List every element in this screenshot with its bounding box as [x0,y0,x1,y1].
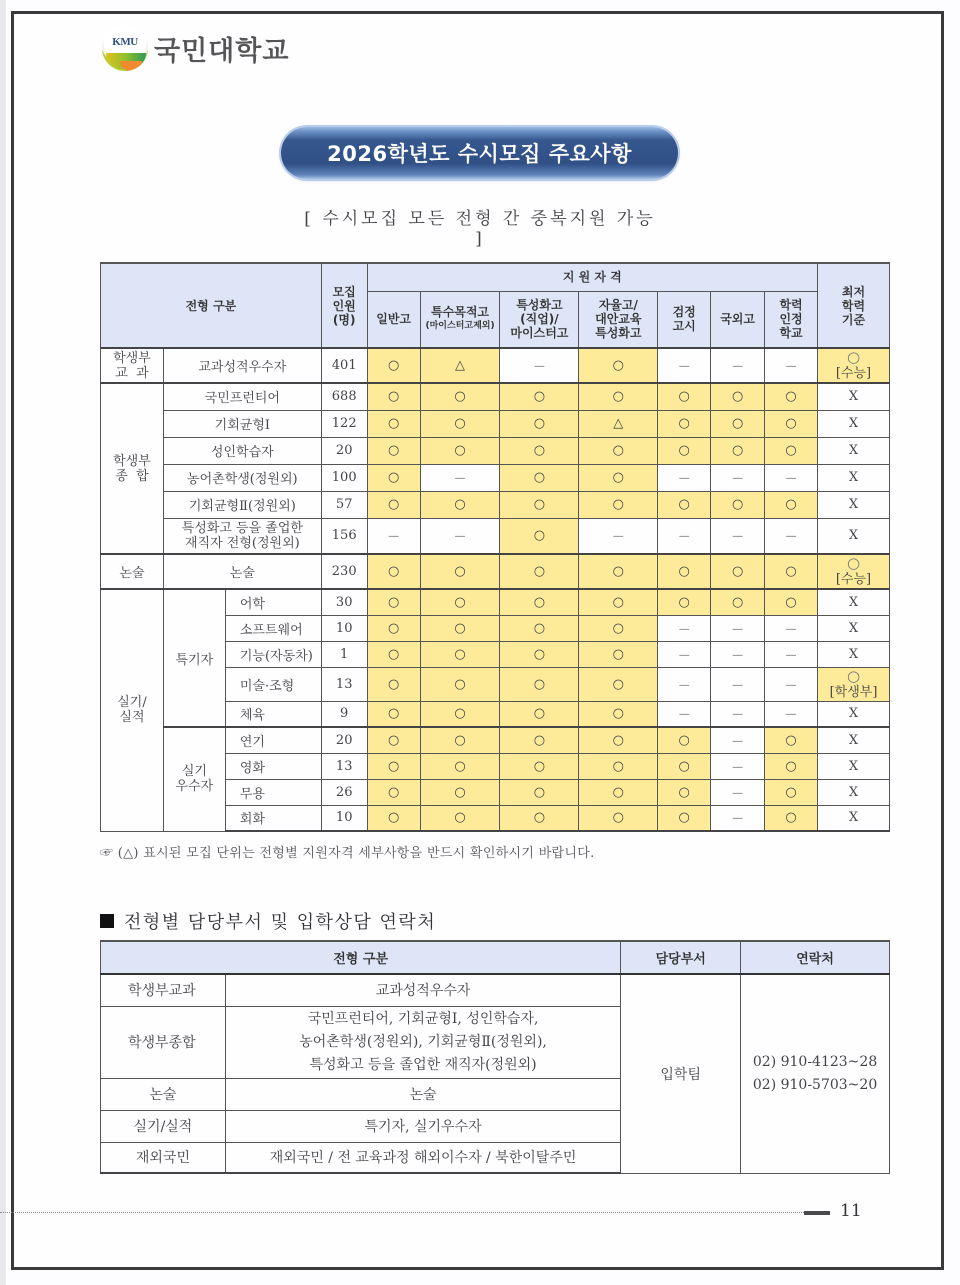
header-foreign-high: 국외고 [711,291,765,348]
cell-foreign: － [711,348,765,383]
cell-ged: ○ [658,554,711,589]
footer-dash [804,1211,830,1215]
cell-foreign: － [711,753,765,779]
footer-dotted-rule [0,1212,804,1213]
contact-category: 논술 [101,1078,226,1110]
cell-ged: ○ [658,410,711,437]
group-label: 학생부 종 합 [101,383,164,554]
phone-number[interactable]: 02) 910-5703~20 [752,1076,878,1093]
cell-accredited: － [765,348,818,383]
program-name: 농어촌학생(정원외) [163,464,321,491]
header-general-high: 일반고 [367,291,420,348]
cell-vocational: ○ [500,615,579,641]
cell-autonomous: △ [579,410,658,437]
header-contact: 연락처 [741,941,890,974]
quota-value: 13 [321,753,367,779]
group-label: 실기/ 실적 [101,589,164,831]
cell-general: ○ [367,491,420,518]
contact-programs: 국민프런티어, 기회균형Ⅰ, 성인학습자, 농어촌학생(정원외), 기회균형Ⅱ(정원외), 특성화고 등을 졸업한 재직자(정원외) [225,1006,620,1078]
header-category: 전형 구분 [101,263,322,348]
cell-min-standard: X [818,383,890,410]
cell-special: ○ [420,554,500,589]
cell-special: ○ [420,437,500,464]
cell-general: ○ [367,437,420,464]
cell-min-standard: X [818,615,890,641]
program-name: 회화 [225,805,321,831]
cell-foreign: ○ [711,383,765,410]
quota-value: 20 [321,727,367,753]
quota-value: 1 [321,641,367,667]
cell-min-standard: X [818,641,890,667]
cell-vocational: ○ [500,727,579,753]
cell-ged: － [658,348,711,383]
cell-ged: ○ [658,589,711,615]
cell-accredited: － [765,518,818,554]
cell-foreign: － [711,641,765,667]
header-autonomous-high: 자율고/ 대안교육 특성화고 [579,291,658,348]
cell-foreign: ○ [711,554,765,589]
cell-foreign: ○ [711,589,765,615]
header-category: 전형 구분 [101,941,621,974]
cell-min-standard: ○ [학생부] [818,667,890,701]
cell-special: ○ [420,805,500,831]
cell-accredited: － [765,641,818,667]
quota-value: 401 [321,348,367,383]
table-row [101,727,890,753]
cell-accredited: ○ [765,410,818,437]
cell-general: ○ [367,589,420,615]
contact-section-heading [100,908,436,934]
quota-value: 10 [321,615,367,641]
cell-vocational: ○ [500,641,579,667]
quota-value: 26 [321,779,367,805]
program-name: 기회균형Ⅱ(정원외) [163,491,321,518]
cell-foreign: ○ [711,410,765,437]
table-row [101,491,890,518]
quota-value: 30 [321,589,367,615]
contact-table [100,940,890,1174]
cell-ged: ○ [658,805,711,831]
cell-foreign: － [711,615,765,641]
group-label: 논술 [101,554,164,589]
contact-category: 학생부종합 [101,1006,226,1078]
cell-min-standard: ○ [수능] [818,348,890,383]
cell-accredited: ○ [765,383,818,410]
cell-min-standard: X [818,491,890,518]
cell-special: ○ [420,753,500,779]
cell-min-standard: X [818,805,890,831]
table-row [101,437,890,464]
cell-autonomous: ○ [579,727,658,753]
cell-autonomous: ○ [579,383,658,410]
header-vocational-high: 특성화고 (직업)/ 마이스터고 [500,291,579,348]
cell-foreign: － [711,805,765,831]
program-name: 체육 [225,701,321,727]
cell-ged: － [658,518,711,554]
cell-vocational: ○ [500,589,579,615]
quota-value: 20 [321,437,367,464]
program-name: 미술·조형 [225,667,321,701]
table-row [101,518,890,554]
cell-min-standard: ○ [수능] [818,554,890,589]
cell-special: ○ [420,641,500,667]
table-row [101,464,890,491]
cell-general: ○ [367,464,420,491]
cell-foreign: － [711,464,765,491]
program-name: 기회균형Ⅰ [163,410,321,437]
page-title: 2026학년도 수시모집 주요사항 [327,142,632,166]
page-title-banner [281,127,678,179]
cell-ged: － [658,641,711,667]
table-row [101,410,890,437]
cell-accredited: ○ [765,437,818,464]
quota-value: 13 [321,667,367,701]
program-name: 국민프런티어 [163,383,321,410]
cell-general: ○ [367,615,420,641]
cell-autonomous: ○ [579,753,658,779]
cell-foreign: － [711,701,765,727]
cell-special: ○ [420,491,500,518]
cell-autonomous: ○ [579,805,658,831]
program-name: 무용 [225,779,321,805]
header-accredited-school: 학력 인정 학교 [765,291,818,348]
quota-value: 57 [321,491,367,518]
cell-vocational: ○ [500,779,579,805]
black-square-bullet-icon [100,914,114,928]
cell-min-standard: X [818,464,890,491]
cell-vocational: － [500,348,579,383]
header-min-standard: 최저 학력 기준 [818,263,890,348]
cell-accredited: － [765,464,818,491]
cell-general: ○ [367,753,420,779]
contact-programs: 논술 [225,1078,620,1110]
cell-general: ○ [367,641,420,667]
program-name: 소프트웨어 [225,615,321,641]
contact-heading-text: 전형별 담당부서 및 입학상담 연락처 [124,912,437,933]
cell-vocational: ○ [500,554,579,589]
program-name: 영화 [225,753,321,779]
cell-special: ○ [420,615,500,641]
program-name: 어학 [225,589,321,615]
cell-min-standard: X [818,437,890,464]
cell-general: ○ [367,383,420,410]
cell-accredited: － [765,701,818,727]
program-name: 교과성적우수자 [163,348,321,383]
cell-general: ○ [367,410,420,437]
group-label: 학생부 교 과 [101,348,164,383]
cell-vocational: ○ [500,437,579,464]
quota-value: 9 [321,701,367,727]
cell-general: ○ [367,779,420,805]
cell-accredited: ○ [765,491,818,518]
header-department: 담당부서 [621,941,741,974]
cell-vocational: ○ [500,805,579,831]
cell-accredited: ○ [765,589,818,615]
header-eligibility-group: 지 원 자 격 [367,263,817,291]
cell-special: ○ [420,727,500,753]
cell-general: － [367,518,420,554]
contact-category: 학생부교과 [101,974,226,1006]
cell-vocational: ○ [500,464,579,491]
cell-ged: ○ [658,437,711,464]
quota-value: 230 [321,554,367,589]
cell-ged: ○ [658,753,711,779]
cell-ged: － [658,615,711,641]
cell-foreign: － [711,779,765,805]
cell-special: ○ [420,779,500,805]
kmu-emblem-icon [102,25,148,71]
cell-vocational: ○ [500,410,579,437]
contact-category: 실기/실적 [101,1110,226,1142]
page-number: 11 [840,1201,862,1221]
cell-accredited: ○ [765,554,818,589]
cell-accredited: ○ [765,727,818,753]
cell-ged: ○ [658,779,711,805]
cell-min-standard: X [818,589,890,615]
cell-general: ○ [367,701,420,727]
cell-autonomous: ○ [579,615,658,641]
quota-value: 688 [321,383,367,410]
cell-ged: － [658,667,711,701]
cell-accredited: － [765,667,818,701]
cell-vocational: ○ [500,491,579,518]
department-value: 입학팀 [621,974,741,1173]
subgroup-label: 실기 우수자 [163,727,225,831]
cell-vocational: ○ [500,667,579,701]
cell-accredited: ○ [765,753,818,779]
table-row [101,554,890,589]
cell-vocational: ○ [500,383,579,410]
cell-autonomous: ○ [579,779,658,805]
quota-value: 10 [321,805,367,831]
contact-programs: 특기자, 실기우수자 [225,1110,620,1142]
cell-ged: ○ [658,491,711,518]
page-subtitle: [ 수시모집 모든 전형 간 중복지원 가능 ] [304,209,656,249]
cell-autonomous: － [579,518,658,554]
program-name: 논술 [163,554,321,589]
table-row [101,589,890,615]
cell-autonomous: ○ [579,641,658,667]
cell-special: ○ [420,667,500,701]
cell-ged: ○ [658,383,711,410]
cell-autonomous: ○ [579,437,658,464]
cell-vocational: ○ [500,753,579,779]
cell-general: ○ [367,727,420,753]
cell-autonomous: ○ [579,554,658,589]
cell-min-standard: X [818,701,890,727]
cell-min-standard: X [818,727,890,753]
university-name: 국민대학교 [154,35,290,67]
cell-general: ○ [367,554,420,589]
cell-special: ○ [420,383,500,410]
cell-accredited: ○ [765,805,818,831]
header-special-purpose-high: 특수목적고 (마이스터고제외) [420,291,500,348]
triangle-footnote: ☞ (△) 표시된 모집 단위는 전형별 지원자격 세부사항을 반드시 확인하시기 바랍니다. [100,846,595,861]
contact-row [101,974,890,1006]
quota-value: 122 [321,410,367,437]
subgroup-label: 특기자 [163,589,225,727]
cell-special: ○ [420,410,500,437]
cell-vocational: ○ [500,518,579,554]
cell-foreign: － [711,667,765,701]
table-row [101,383,890,410]
cell-autonomous: ○ [579,589,658,615]
cell-general: ○ [367,805,420,831]
cell-special: － [420,518,500,554]
viewer-left-strip [0,0,6,1285]
program-name: 성인학습자 [163,437,321,464]
header-quota: 모집 인원 (명) [321,263,367,348]
phone-number[interactable]: 02) 910-4123~28 [752,1053,878,1070]
cell-autonomous: ○ [579,491,658,518]
program-name: 연기 [225,727,321,753]
cell-foreign: ○ [711,491,765,518]
contact-programs: 교과성적우수자 [225,974,620,1006]
cell-special: ○ [420,589,500,615]
cell-autonomous: ○ [579,464,658,491]
cell-min-standard: X [818,518,890,554]
cell-accredited: ○ [765,779,818,805]
university-logo [102,25,289,71]
contact-programs: 재외국민 / 전 교육과정 해외이수자 / 북한이탈주민 [225,1142,620,1173]
cell-special: － [420,464,500,491]
cell-autonomous: ○ [579,667,658,701]
cell-ged: － [658,701,711,727]
eligibility-table [100,262,890,832]
contact-phones [741,974,890,1173]
cell-special: ○ [420,701,500,727]
cell-vocational: ○ [500,701,579,727]
cell-ged: ○ [658,727,711,753]
cell-foreign: ○ [711,437,765,464]
cell-autonomous: ○ [579,348,658,383]
contact-category: 재외국민 [101,1142,226,1173]
cell-general: ○ [367,667,420,701]
cell-accredited: － [765,615,818,641]
table-row [101,348,890,383]
quota-value: 100 [321,464,367,491]
header-ged: 검정 고시 [658,291,711,348]
cell-ged: － [658,464,711,491]
cell-foreign: － [711,518,765,554]
quota-value: 156 [321,518,367,554]
cell-min-standard: X [818,753,890,779]
program-name: 특성화고 등을 졸업한 재직자 전형(정원외) [163,518,321,554]
cell-foreign: － [711,727,765,753]
cell-min-standard: X [818,779,890,805]
cell-special: △ [420,348,500,383]
cell-min-standard: X [818,410,890,437]
cell-autonomous: ○ [579,701,658,727]
logo-abbr: KMU [112,36,138,48]
cell-general: ○ [367,348,420,383]
program-name: 기능(자동차) [225,641,321,667]
